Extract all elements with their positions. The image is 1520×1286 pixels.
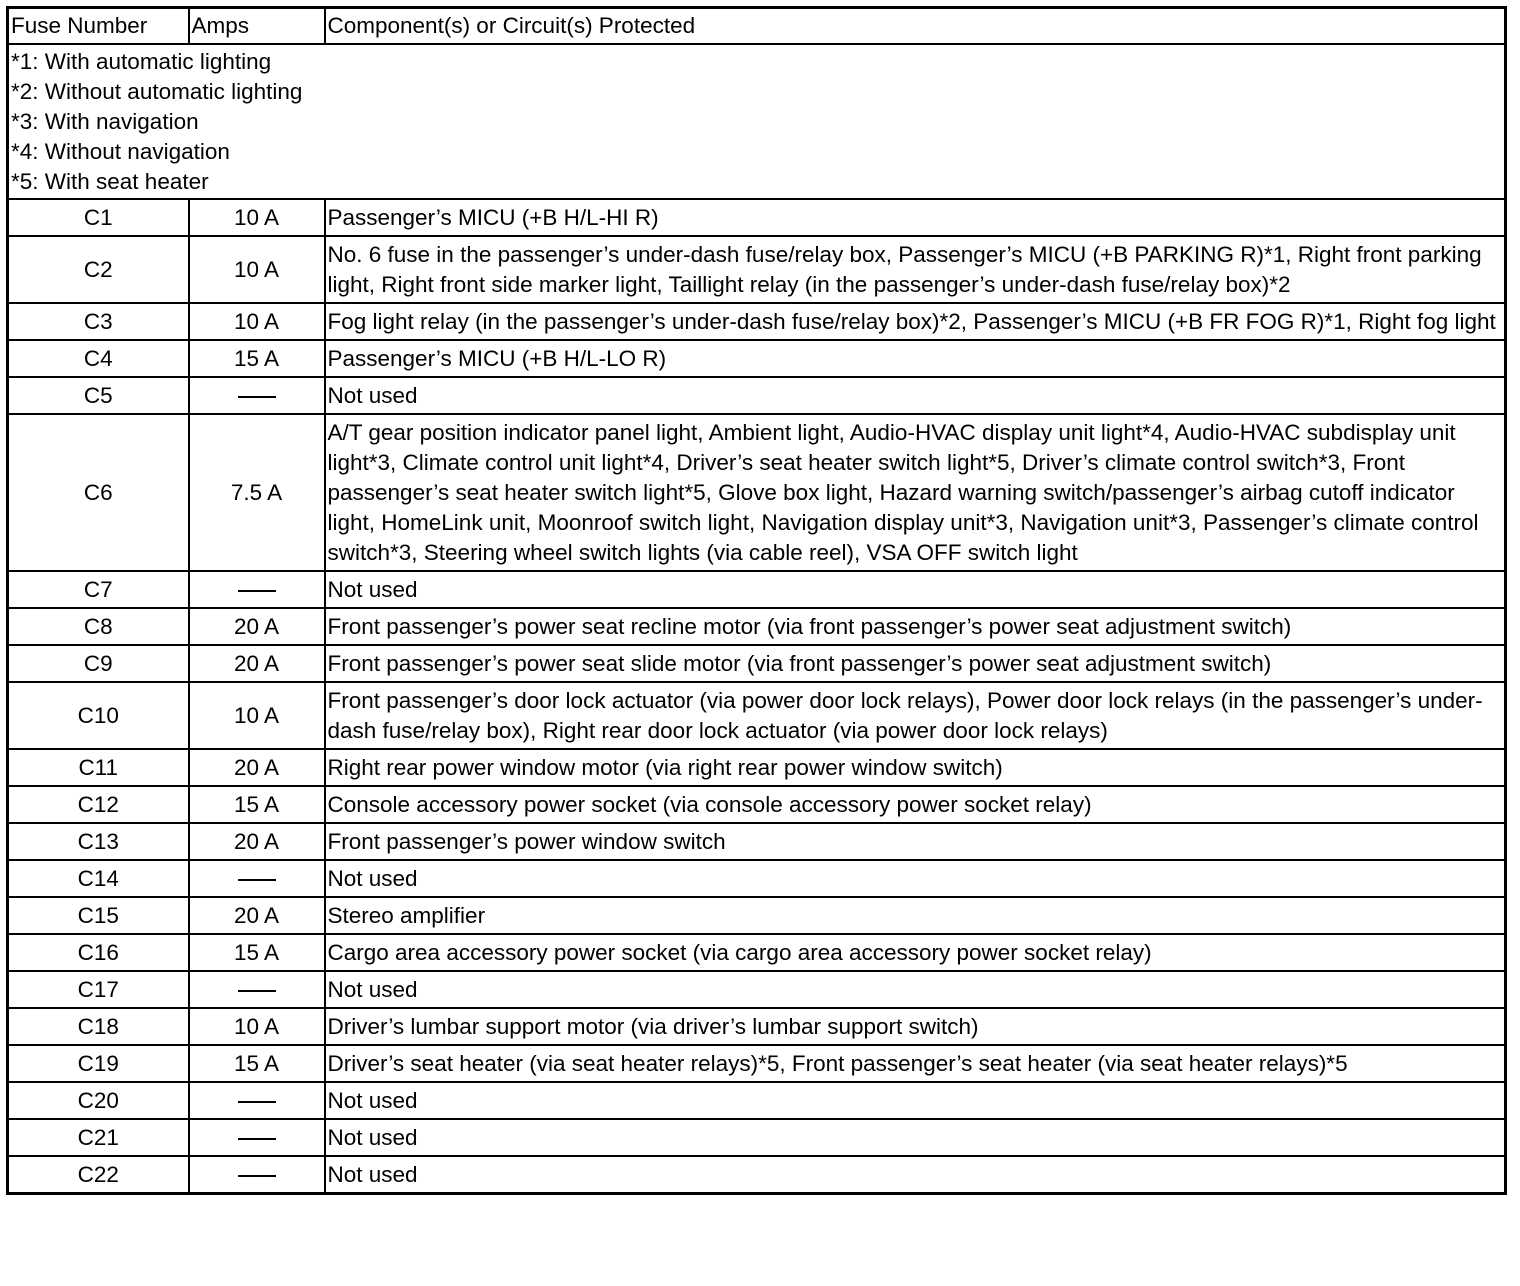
not-applicable-dash — [238, 396, 276, 398]
table-row — [8, 1082, 1506, 1119]
not-applicable-dash — [238, 1175, 276, 1177]
table-row — [8, 236, 1506, 303]
amps-cell: 10 A — [189, 303, 325, 340]
table-row — [8, 934, 1506, 971]
amps-cell: 15 A — [189, 786, 325, 823]
amps-cell — [189, 860, 325, 897]
fuse-number-cell: C4 — [8, 340, 189, 377]
fuse-number-cell: C7 — [8, 571, 189, 608]
amps-cell: 7.5 A — [189, 414, 325, 571]
amps-cell: 15 A — [189, 1045, 325, 1082]
table-row — [8, 340, 1506, 377]
component-cell: Front passenger’s door lock actuator (via power door lock relays), Power door lock relays (in the passenger’s under-dash fuse/relay box), Right rear door lock actuator (via power door lock relays) — [325, 682, 1506, 749]
table-row — [8, 1045, 1506, 1082]
table-row — [8, 1156, 1506, 1194]
fuse-number-cell: C9 — [8, 645, 189, 682]
component-cell: Not used — [325, 1082, 1506, 1119]
table-row — [8, 1008, 1506, 1045]
not-applicable-dash — [238, 1138, 276, 1140]
header-fuse-number: Fuse Number — [8, 8, 189, 45]
fuse-number-cell: C13 — [8, 823, 189, 860]
component-cell: Front passenger’s power seat slide motor (via front passenger’s power seat adjustment switch) — [325, 645, 1506, 682]
not-applicable-dash — [238, 1101, 276, 1103]
fuse-number-cell: C17 — [8, 971, 189, 1008]
not-applicable-dash — [238, 879, 276, 881]
note-line: *3: With navigation — [11, 109, 199, 134]
amps-cell — [189, 1119, 325, 1156]
amps-cell — [189, 1156, 325, 1194]
fuse-number-cell: C14 — [8, 860, 189, 897]
fuse-number-cell: C6 — [8, 414, 189, 571]
note-line: *2: Without automatic lighting — [11, 79, 303, 104]
amps-cell: 20 A — [189, 823, 325, 860]
notes-cell — [8, 44, 1506, 199]
component-cell: Fog light relay (in the passenger’s under-dash fuse/relay box)*2, Passenger’s MICU (+B FR FOG R)*1, Right fog light — [325, 303, 1506, 340]
table-row — [8, 786, 1506, 823]
not-applicable-dash — [238, 590, 276, 592]
table-row — [8, 860, 1506, 897]
amps-cell: 20 A — [189, 608, 325, 645]
component-cell: Driver’s seat heater (via seat heater relays)*5, Front passenger’s seat heater (via seat heater relays)*5 — [325, 1045, 1506, 1082]
component-cell: Not used — [325, 1156, 1506, 1194]
fuse-number-cell: C21 — [8, 1119, 189, 1156]
component-cell: Not used — [325, 860, 1506, 897]
component-cell: Console accessory power socket (via console accessory power socket relay) — [325, 786, 1506, 823]
component-cell: Not used — [325, 1119, 1506, 1156]
table-row — [8, 682, 1506, 749]
header-row — [8, 8, 1506, 45]
note-line: *5: With seat heater — [11, 169, 209, 194]
amps-cell: 10 A — [189, 682, 325, 749]
header-amps: Amps — [189, 8, 325, 45]
table-row — [8, 897, 1506, 934]
amps-cell: 10 A — [189, 236, 325, 303]
table-row — [8, 823, 1506, 860]
amps-cell — [189, 971, 325, 1008]
table-row — [8, 303, 1506, 340]
fuse-number-cell: C22 — [8, 1156, 189, 1194]
amps-cell — [189, 571, 325, 608]
fuse-number-cell: C19 — [8, 1045, 189, 1082]
component-cell: No. 6 fuse in the passenger’s under-dash fuse/relay box, Passenger’s MICU (+B PARKING R)*1, Right front parking light, Right front side marker light, Taillight relay (in the passenger’s under-dash fuse/relay box)*2 — [325, 236, 1506, 303]
table-row — [8, 414, 1506, 571]
table-row — [8, 749, 1506, 786]
component-cell: Driver’s lumbar support motor (via driver’s lumbar support switch) — [325, 1008, 1506, 1045]
note-line: *1: With automatic lighting — [11, 49, 272, 74]
fuse-number-cell: C12 — [8, 786, 189, 823]
fuse-number-cell: C5 — [8, 377, 189, 414]
amps-cell: 10 A — [189, 199, 325, 236]
component-cell: Stereo amplifier — [325, 897, 1506, 934]
component-cell: Not used — [325, 377, 1506, 414]
component-cell: Front passenger’s power seat recline motor (via front passenger’s power seat adjustment switch) — [325, 608, 1506, 645]
fuse-number-cell: C8 — [8, 608, 189, 645]
component-cell: Cargo area accessory power socket (via cargo area accessory power socket relay) — [325, 934, 1506, 971]
fuse-table — [6, 6, 1507, 1195]
fuse-number-cell: C3 — [8, 303, 189, 340]
table-row — [8, 199, 1506, 236]
amps-cell: 10 A — [189, 1008, 325, 1045]
table-row — [8, 377, 1506, 414]
component-cell: Not used — [325, 571, 1506, 608]
component-cell: Passenger’s MICU (+B H/L-LO R) — [325, 340, 1506, 377]
not-applicable-dash — [238, 990, 276, 992]
component-cell: Front passenger’s power window switch — [325, 823, 1506, 860]
fuse-number-cell: C18 — [8, 1008, 189, 1045]
header-component: Component(s) or Circuit(s) Protected — [325, 8, 1506, 45]
note-line: *4: Without navigation — [11, 139, 230, 164]
fuse-number-cell: C11 — [8, 749, 189, 786]
amps-cell: 15 A — [189, 934, 325, 971]
amps-cell — [189, 1082, 325, 1119]
component-cell: Not used — [325, 971, 1506, 1008]
fuse-number-cell: C16 — [8, 934, 189, 971]
amps-cell: 15 A — [189, 340, 325, 377]
amps-cell: 20 A — [189, 645, 325, 682]
component-cell: Right rear power window motor (via right rear power window switch) — [325, 749, 1506, 786]
amps-cell: 20 A — [189, 897, 325, 934]
fuse-number-cell: C15 — [8, 897, 189, 934]
amps-cell: 20 A — [189, 749, 325, 786]
fuse-number-cell: C1 — [8, 199, 189, 236]
component-cell: Passenger’s MICU (+B H/L-HI R) — [325, 199, 1506, 236]
amps-cell — [189, 377, 325, 414]
table-row — [8, 645, 1506, 682]
table-row — [8, 971, 1506, 1008]
table-row — [8, 1119, 1506, 1156]
fuse-number-cell: C10 — [8, 682, 189, 749]
table-row — [8, 608, 1506, 645]
fuse-number-cell: C20 — [8, 1082, 189, 1119]
fuse-number-cell: C2 — [8, 236, 189, 303]
component-cell: A/T gear position indicator panel light, Ambient light, Audio-HVAC display unit light*4, Audio-HVAC subdisplay unit light*3, Climate control unit light*4, Driver’s seat heater switch light*5, Driver’s climate control switch*3, Front passenger’s seat heater switch light*5, Glove box light, Hazard warning switch/passenger’s airbag cutoff indicator light, HomeLink unit, Moonroof switch light, Navigation display unit*3, Navigation unit*3, Passenger’s climate control switch*3, Steering wheel switch lights (via cable reel), VSA OFF switch light — [325, 414, 1506, 571]
table-row — [8, 571, 1506, 608]
notes-row — [8, 44, 1506, 199]
